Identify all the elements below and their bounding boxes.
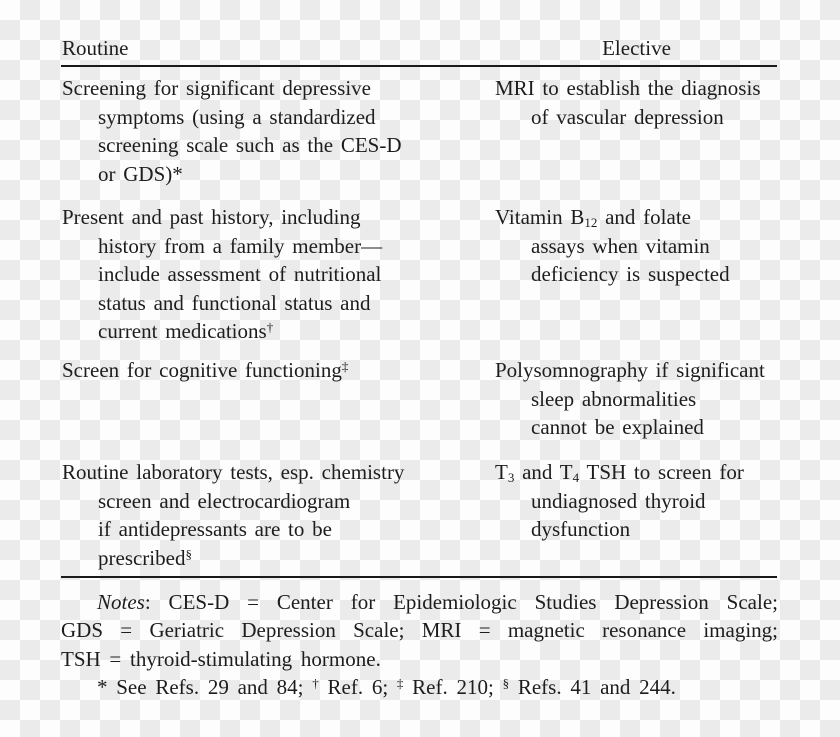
text-segment: deficiency is suspected — [531, 262, 730, 286]
text-segment: and folate — [597, 205, 691, 229]
text-segment: TSH = thyroid-stimulating hormone. — [61, 646, 381, 671]
text-segment: * See Refs. 29 and 84; — [97, 675, 313, 700]
text-segment: screening scale such as the CES-D — [98, 133, 402, 157]
footnote-marker: † — [312, 675, 319, 691]
text-segment: GDS = Geriatric Depression Scale; MRI = magnetic resonance imaging; — [61, 618, 778, 643]
text-segment: dysfunction — [531, 517, 631, 541]
table-line — [98, 487, 492, 516]
table-line — [61, 673, 778, 701]
table-line — [61, 616, 778, 644]
table-line — [98, 103, 492, 132]
text-segment: status and functional status and — [98, 290, 371, 315]
table-line — [62, 203, 492, 232]
text-segment: history from a family member— — [98, 233, 383, 258]
column-header-routine: Routine — [62, 36, 129, 60]
text-segment: prescribed — [98, 545, 186, 570]
text-segment: Routine laboratory tests, esp. chemistry — [62, 460, 405, 484]
elective-cell-row-4 — [495, 458, 795, 544]
table-line — [531, 260, 795, 289]
text-segment: assays when vitamin — [531, 233, 710, 258]
text-segment: and T — [514, 460, 573, 484]
table-line — [531, 487, 795, 516]
table-line — [98, 544, 492, 573]
table-line — [98, 131, 492, 160]
routine-cell-row-1 — [62, 74, 492, 188]
table-line — [98, 160, 492, 189]
table-line — [61, 645, 778, 673]
footnote-marker: § — [185, 546, 192, 561]
footnote-marker: ‡ — [341, 358, 349, 374]
table-line — [98, 260, 492, 289]
text-segment: if antidepressants are to be — [98, 517, 332, 541]
text-segment: Ref. 210; — [403, 675, 503, 700]
text-segment: or GDS)* — [98, 161, 183, 186]
table-line — [98, 289, 492, 318]
table-line — [62, 356, 492, 385]
text-segment: T — [495, 460, 508, 484]
table-line — [531, 413, 795, 442]
text-segment: symptoms (using a standardized — [98, 104, 376, 129]
text-segment: Screen for cognitive functioning — [62, 358, 342, 382]
table-line — [531, 385, 795, 414]
table-line — [98, 317, 492, 346]
text-segment: : CES-D = Center for Epidemiologic Studies Depression Scale; — [144, 590, 778, 614]
table-line — [98, 232, 492, 261]
text-segment: Ref. 6; — [318, 675, 397, 700]
table-line — [531, 515, 795, 544]
table-line — [495, 203, 795, 232]
subscript: 3 — [507, 469, 515, 485]
table-line — [62, 458, 492, 487]
table-line — [98, 515, 492, 544]
table-line — [495, 458, 795, 487]
footnote-marker: ‡ — [396, 675, 404, 691]
table-notes — [61, 588, 778, 702]
text-segment: Vitamin B — [495, 205, 585, 229]
text-segment: Polysomnography if significant — [495, 358, 765, 382]
text-segment: undiagnosed thyroid — [531, 488, 706, 513]
table-line — [61, 588, 778, 616]
text-segment: MRI to establish the diagnosis — [495, 76, 761, 100]
routine-cell-row-4 — [62, 458, 492, 572]
text-segment: Present and past history, including — [62, 205, 361, 229]
table-header-rule — [61, 65, 777, 67]
text-segment: current medications — [98, 319, 267, 343]
text-segment: TSH to screen for — [579, 460, 744, 484]
table-line — [495, 356, 795, 385]
text-segment: Refs. 41 and 244. — [509, 675, 676, 700]
text-segment: of vascular depression — [531, 104, 724, 129]
routine-cell-row-2 — [62, 203, 492, 346]
routine-cell-row-3 — [62, 356, 492, 385]
italic-text: Notes — [97, 590, 145, 614]
elective-cell-row-3 — [495, 356, 795, 442]
table-line — [62, 74, 492, 103]
table-bottom-rule — [61, 576, 777, 578]
table-line — [531, 103, 795, 132]
table-line — [495, 74, 795, 103]
footnote-marker: † — [266, 319, 274, 335]
text-segment: sleep abnormalities — [531, 386, 697, 411]
text-segment: cannot be explained — [531, 415, 704, 439]
subscript: 12 — [584, 214, 598, 230]
footnote-marker: § — [502, 675, 510, 691]
text-segment: screen and electrocardiogram — [98, 488, 351, 513]
subscript: 4 — [572, 469, 580, 485]
text-segment: Screening for significant depressive — [62, 76, 371, 100]
elective-cell-row-2 — [495, 203, 795, 289]
text-segment: include assessment of nutritional — [98, 262, 382, 286]
table-line — [531, 232, 795, 261]
elective-cell-row-1 — [495, 74, 795, 131]
column-header-elective: Elective — [602, 36, 671, 60]
